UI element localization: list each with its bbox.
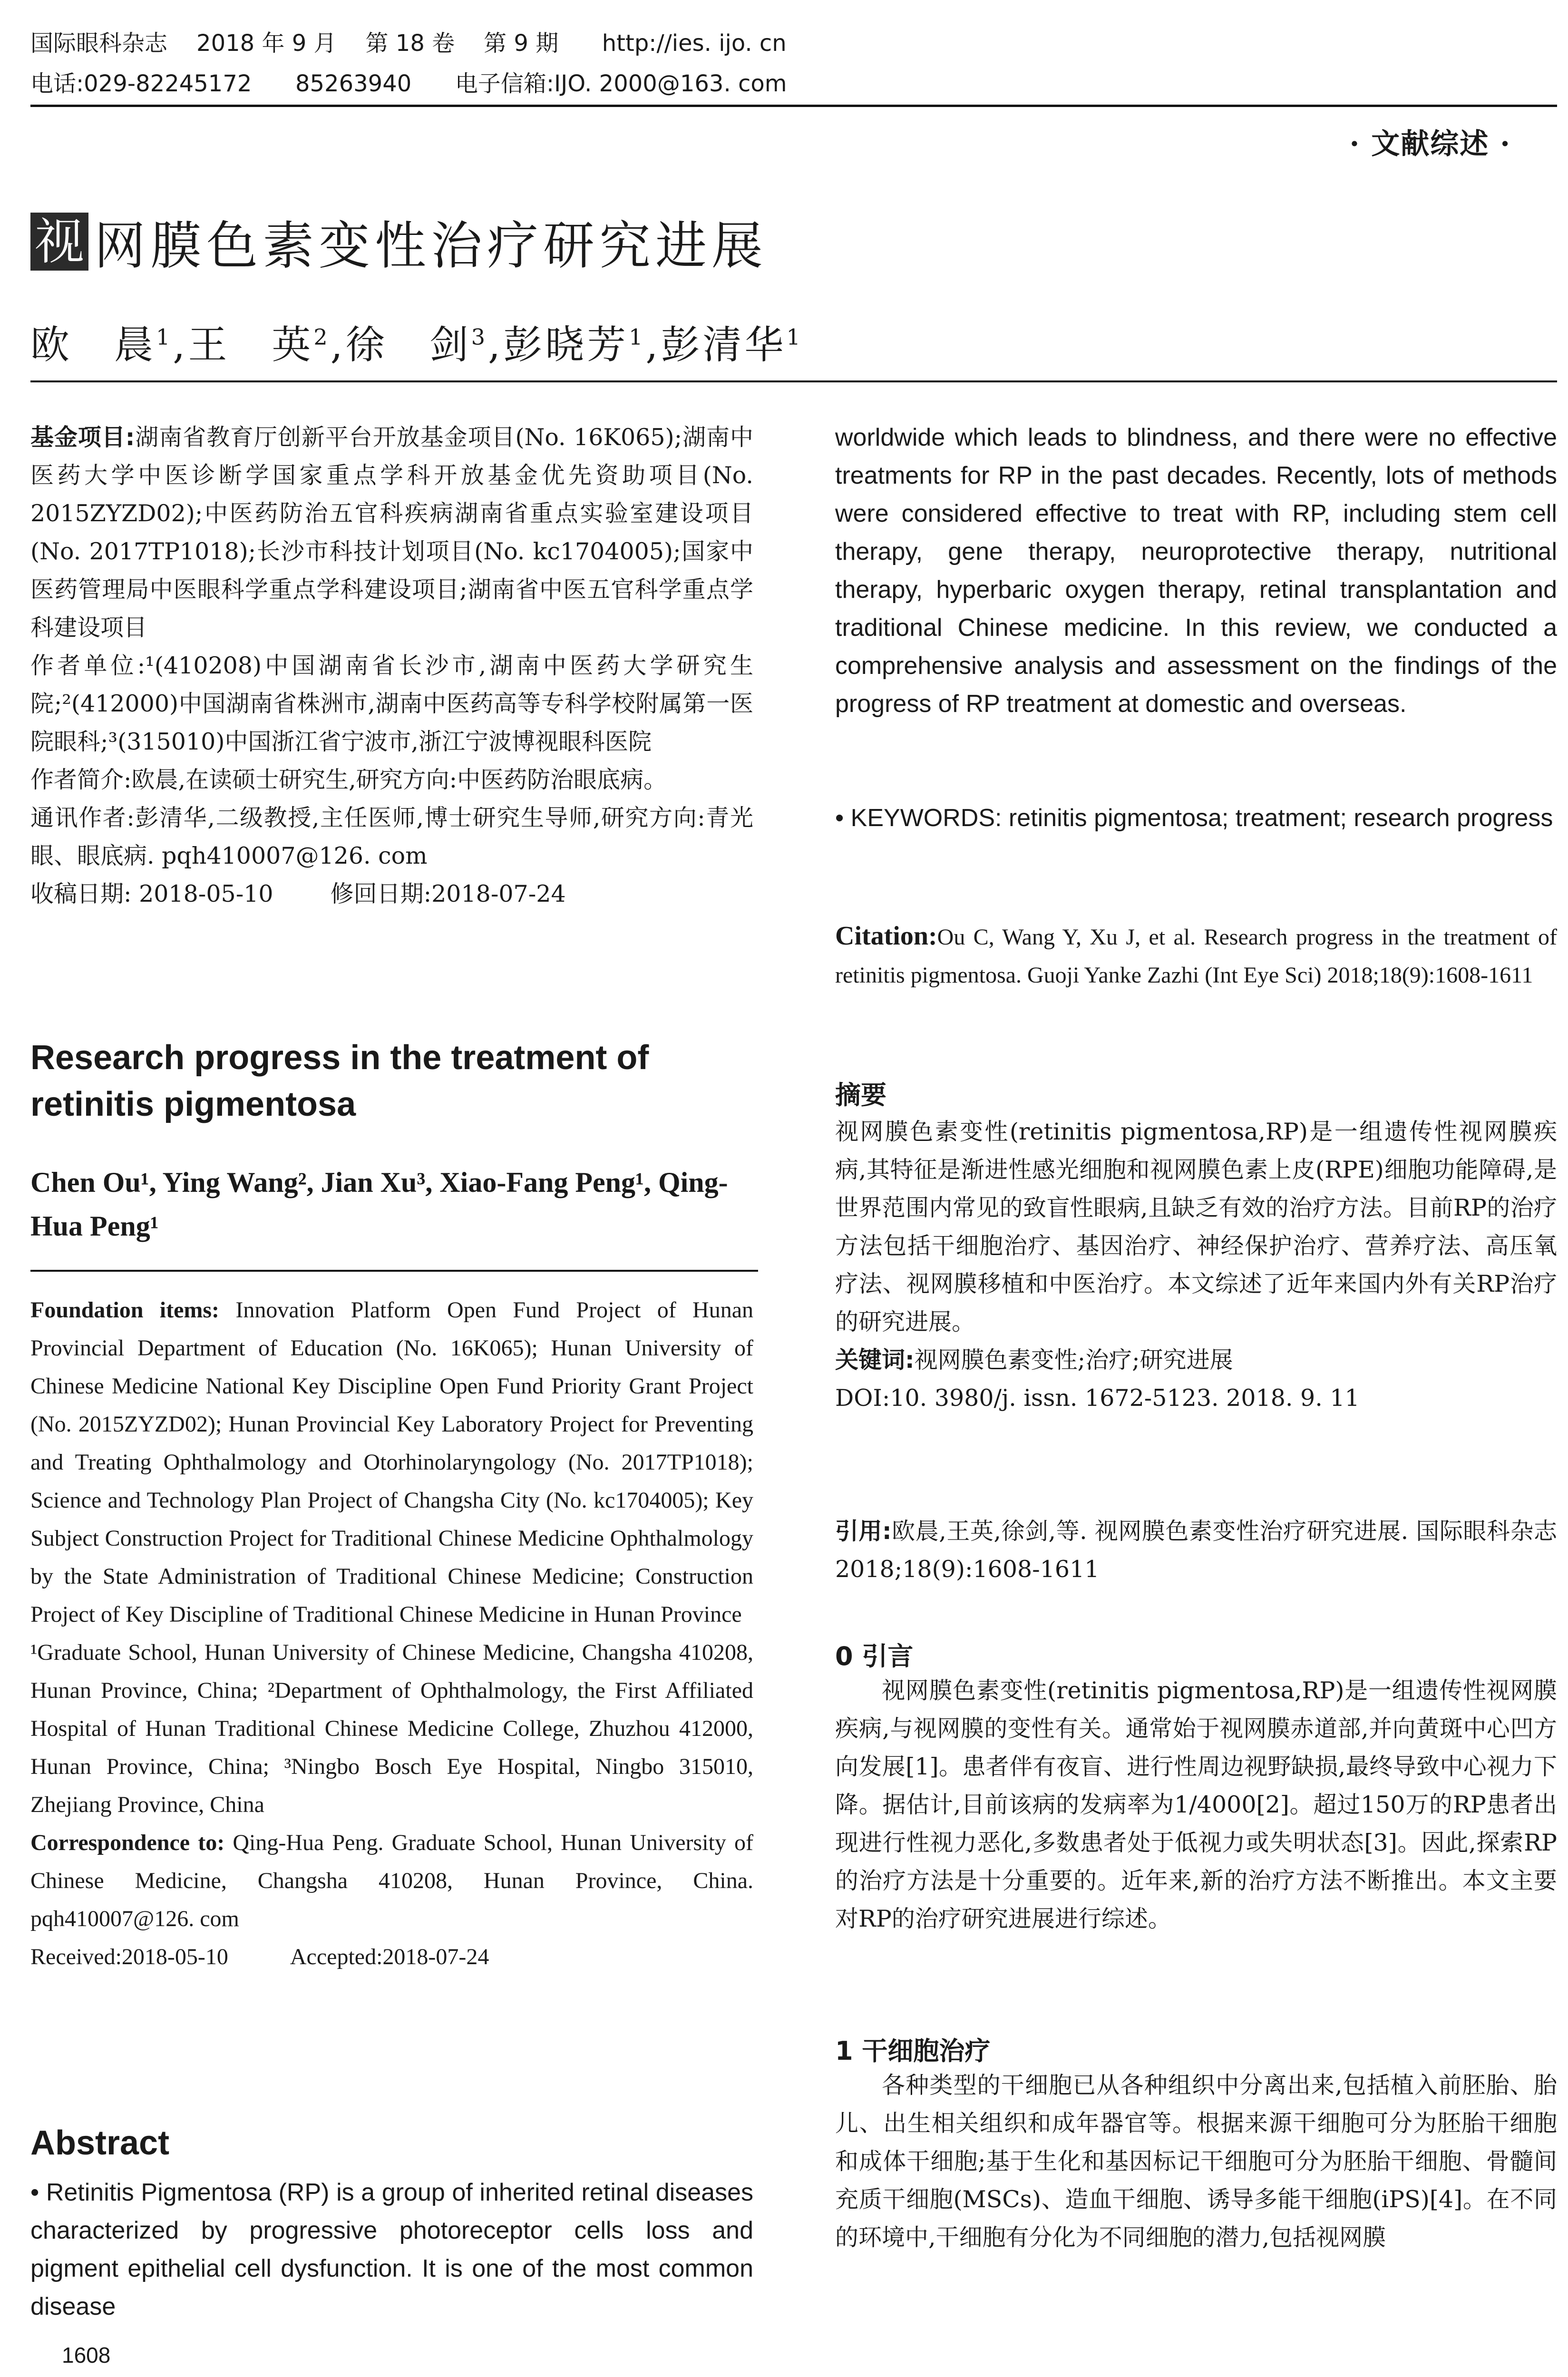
- title-text: 网膜色素变性治疗研究进展: [94, 216, 768, 276]
- journal-header-line1: 国际眼科杂志 2018 年 9 月 第 18 卷 第 9 期 http://ies. ijo. cn: [30, 30, 787, 57]
- fund-text: 湖南省教育厅创新平台开放基金项目(No. 16K065);湖南中医药大学中医诊断学国家重点学科开放基金优先资助项目(No. 2015ZYZD02);中医药防治五官科疾病湖南省重点实验室建设项目(No. 2017TP1018);长沙市科技计划项目(No. kc1704005);国家中医药管理局中医眼科学重点学科建设项目;湖南省中医五官科学重点学科建设项目: [30, 424, 753, 641]
- cite-cn-label: 引用:: [835, 1518, 892, 1545]
- correspondence-cn: 通讯作者:彭清华,二级教授,主任医师,博士研究生导师,研究方向:青光眼、眼底病. pqh410007@126. com: [30, 804, 753, 869]
- section1-heading: 1 干细胞治疗: [835, 2036, 991, 2066]
- column-rule: [30, 1270, 758, 1272]
- title-boxed-char: 视: [30, 213, 88, 271]
- affiliations-en: ¹Graduate School, Hunan University of Chinese Medicine, Changsha 410208, Hunan Province, China; ²Department of Ophthalmology, the First Affiliated Hospital of Hunan Traditional Chinese Medicine College, Zhuzhou 412000, Hunan Province, China; ³Ningbo Bosch Eye Hospital, Ningbo 315010, Zhejiang Province, China: [30, 1640, 753, 1817]
- unit-label: 作者单位:: [30, 652, 146, 679]
- author-cn: 彭晓芳: [503, 322, 629, 368]
- english-authors: Chen Ou¹, Ying Wang², Jian Xu³, Xiao-Fang Peng¹, Qing-Hua Peng¹: [30, 1167, 728, 1242]
- correspondence-label: Correspondence to:: [30, 1830, 225, 1855]
- article-title: [30, 205, 768, 278]
- dates-cn: 收稿日期: 2018-05-10 修回日期:2018-07-24: [30, 880, 566, 907]
- author-cn: 欧 晨: [30, 322, 156, 368]
- foundation-en-block: [30, 1291, 753, 1976]
- abstract-start: • Retinitis Pigmentosa (RP) is a group of inherited retinal diseases characterized by progressive photoreceptor cells loss and pigment epithelial cell dysfunction. It is one of the most common disease: [30, 2179, 753, 2320]
- cite-cn-block: [835, 1512, 1557, 1588]
- intro-heading: 0 引言: [835, 1641, 914, 1671]
- foundation-label: Foundation items:: [30, 1297, 220, 1323]
- foundation-text: Innovation Platform Open Fund Project of Hunan Provincial Department of Education (No. 16K065); Hunan University of Chinese Medicine National Key Discipline Open Fund Priority Grant Project (No. 2015ZYZD02); Hunan Provincial Key Laboratory Project for Preventing and Treating Ophthalmology and Otorhinolaryngology (No. 2017TP1018); Science and Technology Plan Project of Changsha City (No. kc1704005); Key Subject Construction Project for Traditional Chinese Medicine Ophthalmology by the State Administration of Traditional Chinese Medicine; Construction Project of Key Discipline of Traditional Chinese Medicine in Hunan Province: [30, 1297, 754, 1627]
- abstract-continued: worldwide which leads to blindness, and there were no effective treatments for RP in the past decades. Recently, lots of methods were considered effective to treat with RP, including stem cell therapy, gene therapy, neuroprotective therapy, nutritional therapy, hyperbaric oxygen therapy, retinal transplantation and traditional Chinese medicine. In this review, we conducted a comprehensive analysis and assessment on the findings of the progress of RP treatment at domestic and overseas.: [835, 424, 1557, 718]
- english-title: Research progress in the treatment of retinitis pigmentosa: [30, 1039, 649, 1123]
- doi: DOI:10. 3980/j. issn. 1672-5123. 2018. 9. 11: [835, 1384, 1360, 1412]
- correspondence-text: Qing-Hua Peng. Graduate School, Hunan University of Chinese Medicine, Changsha 410208, Hunan Province, China. pqh410007@126. com: [30, 1830, 754, 1931]
- unit-text: ¹(410208)中国湖南省长沙市,湖南中医药大学研究生院;²(412000)中国湖南省株洲市,湖南中医药高等专科学校附属第一医院眼科;³(315010)中国浙江省宁波市,浙江宁波博视眼科医院: [30, 652, 753, 755]
- author-bio: 作者简介:欧晨,在读硕士研究生,研究方向:中医药防治眼底病。: [30, 766, 667, 793]
- author-cn: 徐 剑: [345, 322, 471, 368]
- abstract-cn-block: [835, 1113, 1557, 1417]
- citation-en: Citation:Ou C, Wang Y, Xu J, et al. Research progress in the treatment of retinitis pigmentosa. Guoji Yanke Zazhi (Int Eye Sci) 2018;18(9):1608-1611: [835, 921, 1557, 988]
- fund-label: 基金项目:: [30, 424, 135, 451]
- abstract-cn-heading: 摘要: [835, 1080, 886, 1110]
- journal-header-line2: 电话:029-82245172 85263940 电子信箱:IJO. 2000@163. com: [30, 70, 787, 97]
- author-cn: 彭清华: [661, 322, 787, 368]
- page-number: 1608: [62, 2343, 111, 2367]
- abstract-cn: 视网膜色素变性(retinitis pigmentosa,RP)是一组遗传性视网膜疾病,其特征是渐进性感光细胞和视网膜色素上皮(RPE)细胞功能障碍,是世界范围内常见的致盲性眼病,且缺乏有效的治疗方法。目前RP的治疗方法包括干细胞治疗、基因治疗、神经保护治疗、营养疗法、高压氧疗法、视网膜移植和中医治疗。本文综述了近年来国内外有关RP治疗的研究进展。: [835, 1118, 1557, 1335]
- dates-en: Received:2018-05-10 Accepted:2018-07-24: [30, 1944, 489, 1969]
- author-cn: 王 英: [188, 322, 314, 368]
- intro-text: 视网膜色素变性(retinitis pigmentosa,RP)是一组遗传性视网膜疾病,与视网膜的变性有关。通常始于视网膜赤道部,并向黄斑中心凹方向发展[1]。患者伴有夜盲、进行性周边视野缺损,最终导致中心视力下降。据估计,目前该病的发病率为1/4000[2]。超过150万的RP患者出现进行性视力恶化,多数患者处于低视力或失明状态[3]。因此,探索RP的治疗方法是十分重要的。近年来,新的治疗方法不断推出。本文主要对RP的治疗研究进展进行综述。: [835, 1677, 1557, 1932]
- keywords-cn-label: 关键词:: [835, 1346, 915, 1374]
- abstract-heading: Abstract: [30, 2124, 170, 2162]
- cite-cn: 欧晨,王英,徐剑,等. 视网膜色素变性治疗研究进展. 国际眼科杂志 2018;18(9):1608-1611: [835, 1518, 1557, 1583]
- title-divider: [30, 380, 1557, 382]
- authors-cn: 欧 晨$^1$,王 英$^2$,徐 剑$^3$,彭晓芳$^1$,彭清华$^1$: [30, 322, 803, 368]
- keywords-cn: 视网膜色素变性;治疗;研究进展: [914, 1346, 1233, 1374]
- header-divider: [30, 105, 1557, 107]
- fund-block: [30, 419, 753, 913]
- keywords-en: • KEYWORDS: retinitis pigmentosa; treatment; research progress: [835, 804, 1553, 832]
- section1-text: 各种类型的干细胞已从各种组织中分离出来,包括植入前胚胎、胎儿、出生相关组织和成年器官等。根据来源干细胞可分为胚胎干细胞和成体干细胞;基于生化和基因标记干细胞可分为胚胎干细胞、骨髓间充质干细胞(MSCs)、造血干细胞、诱导多能干细胞(iPS)[4]。在不同的环境中,干细胞有分化为不同细胞的潜力,包括视网膜: [835, 2072, 1557, 2251]
- section-tag: · 文献综述 ·: [1349, 127, 1511, 161]
